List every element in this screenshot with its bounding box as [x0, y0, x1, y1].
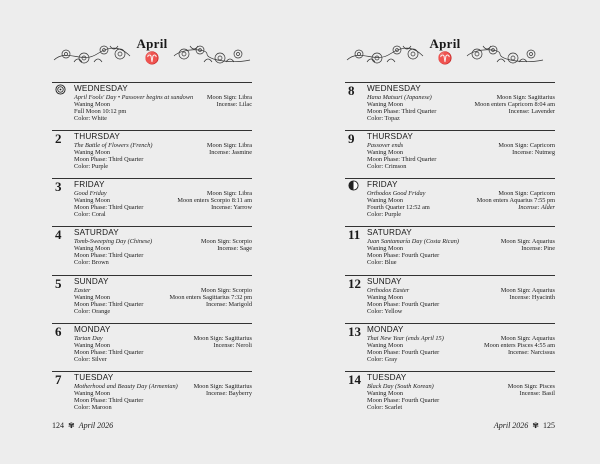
moon-sign: Moon Sign: Sagittarius	[193, 383, 252, 390]
moon-info: Moon enters Sagittarius 7:32 pm	[169, 294, 252, 301]
moon-phase: Moon Phase: Third Quarter	[74, 252, 144, 259]
day-color: Color: Topaz	[367, 115, 400, 122]
day-number: 8	[348, 83, 355, 98]
divider	[345, 275, 555, 276]
weekday: THURSDAY	[74, 132, 121, 141]
month-header	[345, 34, 545, 74]
moon-info: Incense: Jasmine	[209, 149, 252, 156]
day-color: Color: Scarlet	[367, 404, 403, 411]
moon-state: Waning Moon	[74, 197, 111, 204]
incense: Incense: Marigold	[206, 301, 252, 308]
day-number: 11	[348, 227, 361, 242]
moon-phase: Moon Phase: Third Quarter	[367, 156, 437, 163]
holiday: Juan Santamaría Day (Costa Rican)	[367, 238, 459, 245]
floral-ornament-icon	[172, 40, 252, 68]
month-header	[52, 34, 252, 74]
moon-info: Incense: Nutmeg	[512, 149, 555, 156]
holiday: April Fools' Day • Passover begins at sundown	[74, 94, 194, 101]
divider	[345, 323, 555, 324]
moon-info: Incense: Bayberry	[206, 390, 252, 397]
day-color: Color: Brown	[74, 259, 109, 266]
weekday: MONDAY	[74, 325, 111, 334]
moon-sign: Moon Sign: Capricorn	[498, 142, 555, 149]
moon-state: Waning Moon	[367, 149, 404, 156]
day-color: Color: Maroon	[74, 404, 112, 411]
moon-sign: Moon Sign: Aquarius	[500, 238, 555, 245]
weekday: WEDNESDAY	[367, 84, 421, 93]
moon-state: Waning Moon	[74, 149, 111, 156]
day-color: Color: White	[74, 115, 107, 122]
weekday: MONDAY	[367, 325, 404, 334]
moon-sign: Moon Sign: Libra	[206, 142, 252, 149]
holiday: Thai New Year (ends April 15)	[367, 335, 444, 342]
weekday: WEDNESDAY	[74, 84, 128, 93]
moon-state: Waning Moon	[74, 390, 111, 397]
moon-sign: Moon Sign: Sagittarius	[193, 335, 252, 342]
day-number: 2	[55, 131, 62, 146]
moon-info: Moon enters Aquarius 7:55 pm	[476, 197, 555, 204]
star-icon: ✾	[532, 421, 539, 430]
divider	[52, 323, 252, 324]
weekday: TUESDAY	[367, 373, 407, 382]
divider	[345, 82, 555, 83]
day-number: 12	[348, 276, 361, 291]
divider	[52, 371, 252, 372]
day-entry	[52, 371, 252, 415]
holiday: Hana Matsuri (Japanese)	[367, 94, 432, 101]
day-color: Color: Blue	[367, 259, 397, 266]
day-number: 6	[55, 324, 62, 339]
day-color: Color: Purple	[74, 163, 109, 170]
moon-info: Incense: Hyacinth	[509, 294, 555, 301]
weekday: THURSDAY	[367, 132, 414, 141]
moon-sign: Moon Sign: Capricorn	[498, 190, 555, 197]
day-entry	[52, 82, 252, 126]
day-color: Color: Gray	[367, 356, 398, 363]
month-title: April	[136, 36, 168, 51]
moon-state: Waning Moon	[367, 245, 404, 252]
moon-phase: Moon Phase: Fourth Quarter	[367, 252, 440, 259]
day-entry	[52, 323, 252, 367]
page-number: 125	[543, 421, 555, 430]
moon-state: Waning Moon	[367, 294, 404, 301]
moon-state: Waning Moon	[74, 245, 111, 252]
day-number: 13	[348, 324, 361, 339]
day-entry	[345, 371, 555, 415]
holiday: Passover ends	[367, 142, 404, 149]
moon-phase: Moon Phase: Third Quarter	[74, 204, 144, 211]
moon-state: Waning Moon	[74, 101, 111, 108]
incense: Incense: Lavender	[508, 108, 555, 115]
incense: Incense: Alder	[518, 204, 555, 211]
moon-info: Moon enters Scorpio 8:11 am	[177, 197, 252, 204]
holiday: The Battle of Flowers (French)	[74, 142, 153, 149]
moon-phase: Moon Phase: Third Quarter	[74, 156, 144, 163]
full-moon-icon	[55, 84, 66, 95]
weekday: FRIDAY	[74, 180, 105, 189]
day-entry	[52, 275, 252, 319]
holiday: Motherhood and Beauty Day (Armenian)	[74, 383, 178, 390]
moon-sign: Moon Sign: Pisces	[507, 383, 555, 390]
footer-label: April 2026	[78, 421, 114, 430]
divider	[52, 275, 252, 276]
holiday: Good Friday	[74, 190, 107, 197]
day-entry	[52, 178, 252, 222]
moon-phase: Moon Phase: Third Quarter	[74, 397, 144, 404]
day-entry	[52, 130, 252, 174]
footer-label: April 2026	[493, 421, 529, 430]
last-quarter-moon-icon	[348, 180, 359, 191]
moon-phase: Moon Phase: Third Quarter	[74, 349, 144, 356]
moon-state: Waning Moon	[367, 101, 404, 108]
weekday: SUNDAY	[367, 277, 402, 286]
day-entry	[345, 178, 555, 222]
floral-ornament-icon	[465, 40, 545, 68]
holiday: Black Day (South Korean)	[367, 383, 434, 390]
day-color: Color: Orange	[74, 308, 111, 315]
weekday: FRIDAY	[367, 180, 398, 189]
moon-info: Incense: Pine	[521, 245, 555, 252]
day-entry	[345, 82, 555, 126]
moon-phase: Moon Phase: Third Quarter	[367, 108, 437, 115]
moon-sign: Moon Sign: Aquarius	[500, 287, 555, 294]
moon-state: Waning Moon	[367, 342, 404, 349]
moon-sign: Moon Sign: Libra	[206, 94, 252, 101]
divider	[345, 371, 555, 372]
day-number: 4	[55, 227, 62, 242]
moon-state: Waning Moon	[367, 390, 404, 397]
divider	[52, 82, 252, 83]
moon-info: Moon enters Pisces 4:55 am	[483, 342, 555, 349]
day-number: 14	[348, 372, 361, 387]
moon-sign: Moon Sign: Aquarius	[500, 335, 555, 342]
moon-info: Incense: Sage	[217, 245, 252, 252]
day-color: Color: Purple	[367, 211, 402, 218]
moon-phase: Moon Phase: Fourth Quarter	[367, 397, 440, 404]
page-number: 124	[52, 421, 64, 430]
divider	[345, 178, 555, 179]
moon-state: Waning Moon	[367, 197, 404, 204]
holiday: Orthodox Easter	[367, 287, 410, 294]
moon-sign: Moon Sign: Libra	[206, 190, 252, 197]
day-color: Color: Yellow	[367, 308, 403, 315]
page-footer	[494, 421, 555, 430]
holiday: Easter	[74, 287, 91, 294]
moon-state: Waning Moon	[74, 294, 111, 301]
day-entry	[345, 275, 555, 319]
day-number: 7	[55, 372, 62, 387]
holiday: Orthodox Good Friday	[367, 190, 426, 197]
moon-info: Incense: Basil	[519, 390, 555, 397]
day-number: 9	[348, 131, 355, 146]
weekday: SUNDAY	[74, 277, 109, 286]
day-color: Color: Coral	[74, 211, 106, 218]
day-number: 3	[55, 179, 62, 194]
day-number: 5	[55, 276, 62, 291]
day-color: Color: Silver	[74, 356, 107, 363]
aries-glyph: ♈	[437, 51, 453, 65]
day-entry	[52, 226, 252, 270]
moon-phase: Full Moon 10:12 pm	[74, 108, 127, 115]
divider	[345, 226, 555, 227]
moon-info: Incense: Lilac	[216, 101, 252, 108]
divider	[52, 130, 252, 131]
page-footer	[52, 421, 113, 430]
moon-info: Incense: Neroli	[213, 342, 252, 349]
holiday: Tomb-Sweeping Day (Chinese)	[74, 238, 153, 245]
divider	[52, 226, 252, 227]
weekday: SATURDAY	[367, 228, 412, 237]
moon-sign: Moon Sign: Sagittarius	[496, 94, 555, 101]
star-icon: ✾	[68, 421, 75, 430]
day-entry	[345, 226, 555, 270]
incense: Incense: Narcissus	[507, 349, 555, 356]
divider	[345, 130, 555, 131]
moon-phase: Fourth Quarter 12:52 am	[367, 204, 430, 211]
moon-sign: Moon Sign: Scorpio	[200, 238, 252, 245]
divider	[52, 178, 252, 179]
right-page	[300, 0, 600, 464]
weekday: TUESDAY	[74, 373, 114, 382]
incense: Incense: Yarrow	[211, 204, 252, 211]
moon-phase: Moon Phase: Third Quarter	[74, 301, 144, 308]
day-entry	[345, 130, 555, 174]
moon-phase: Moon Phase: Fourth Quarter	[367, 301, 440, 308]
month-title: April	[429, 36, 461, 51]
aries-glyph: ♈	[144, 51, 160, 65]
moon-info: Moon enters Capricorn 8:04 am	[474, 101, 555, 108]
day-color: Color: Crimson	[367, 163, 407, 170]
moon-state: Waning Moon	[74, 342, 111, 349]
moon-sign: Moon Sign: Scorpio	[200, 287, 252, 294]
holiday: Tartan Day	[74, 335, 103, 342]
moon-phase: Moon Phase: Fourth Quarter	[367, 349, 440, 356]
day-entry	[345, 323, 555, 367]
weekday: SATURDAY	[74, 228, 119, 237]
